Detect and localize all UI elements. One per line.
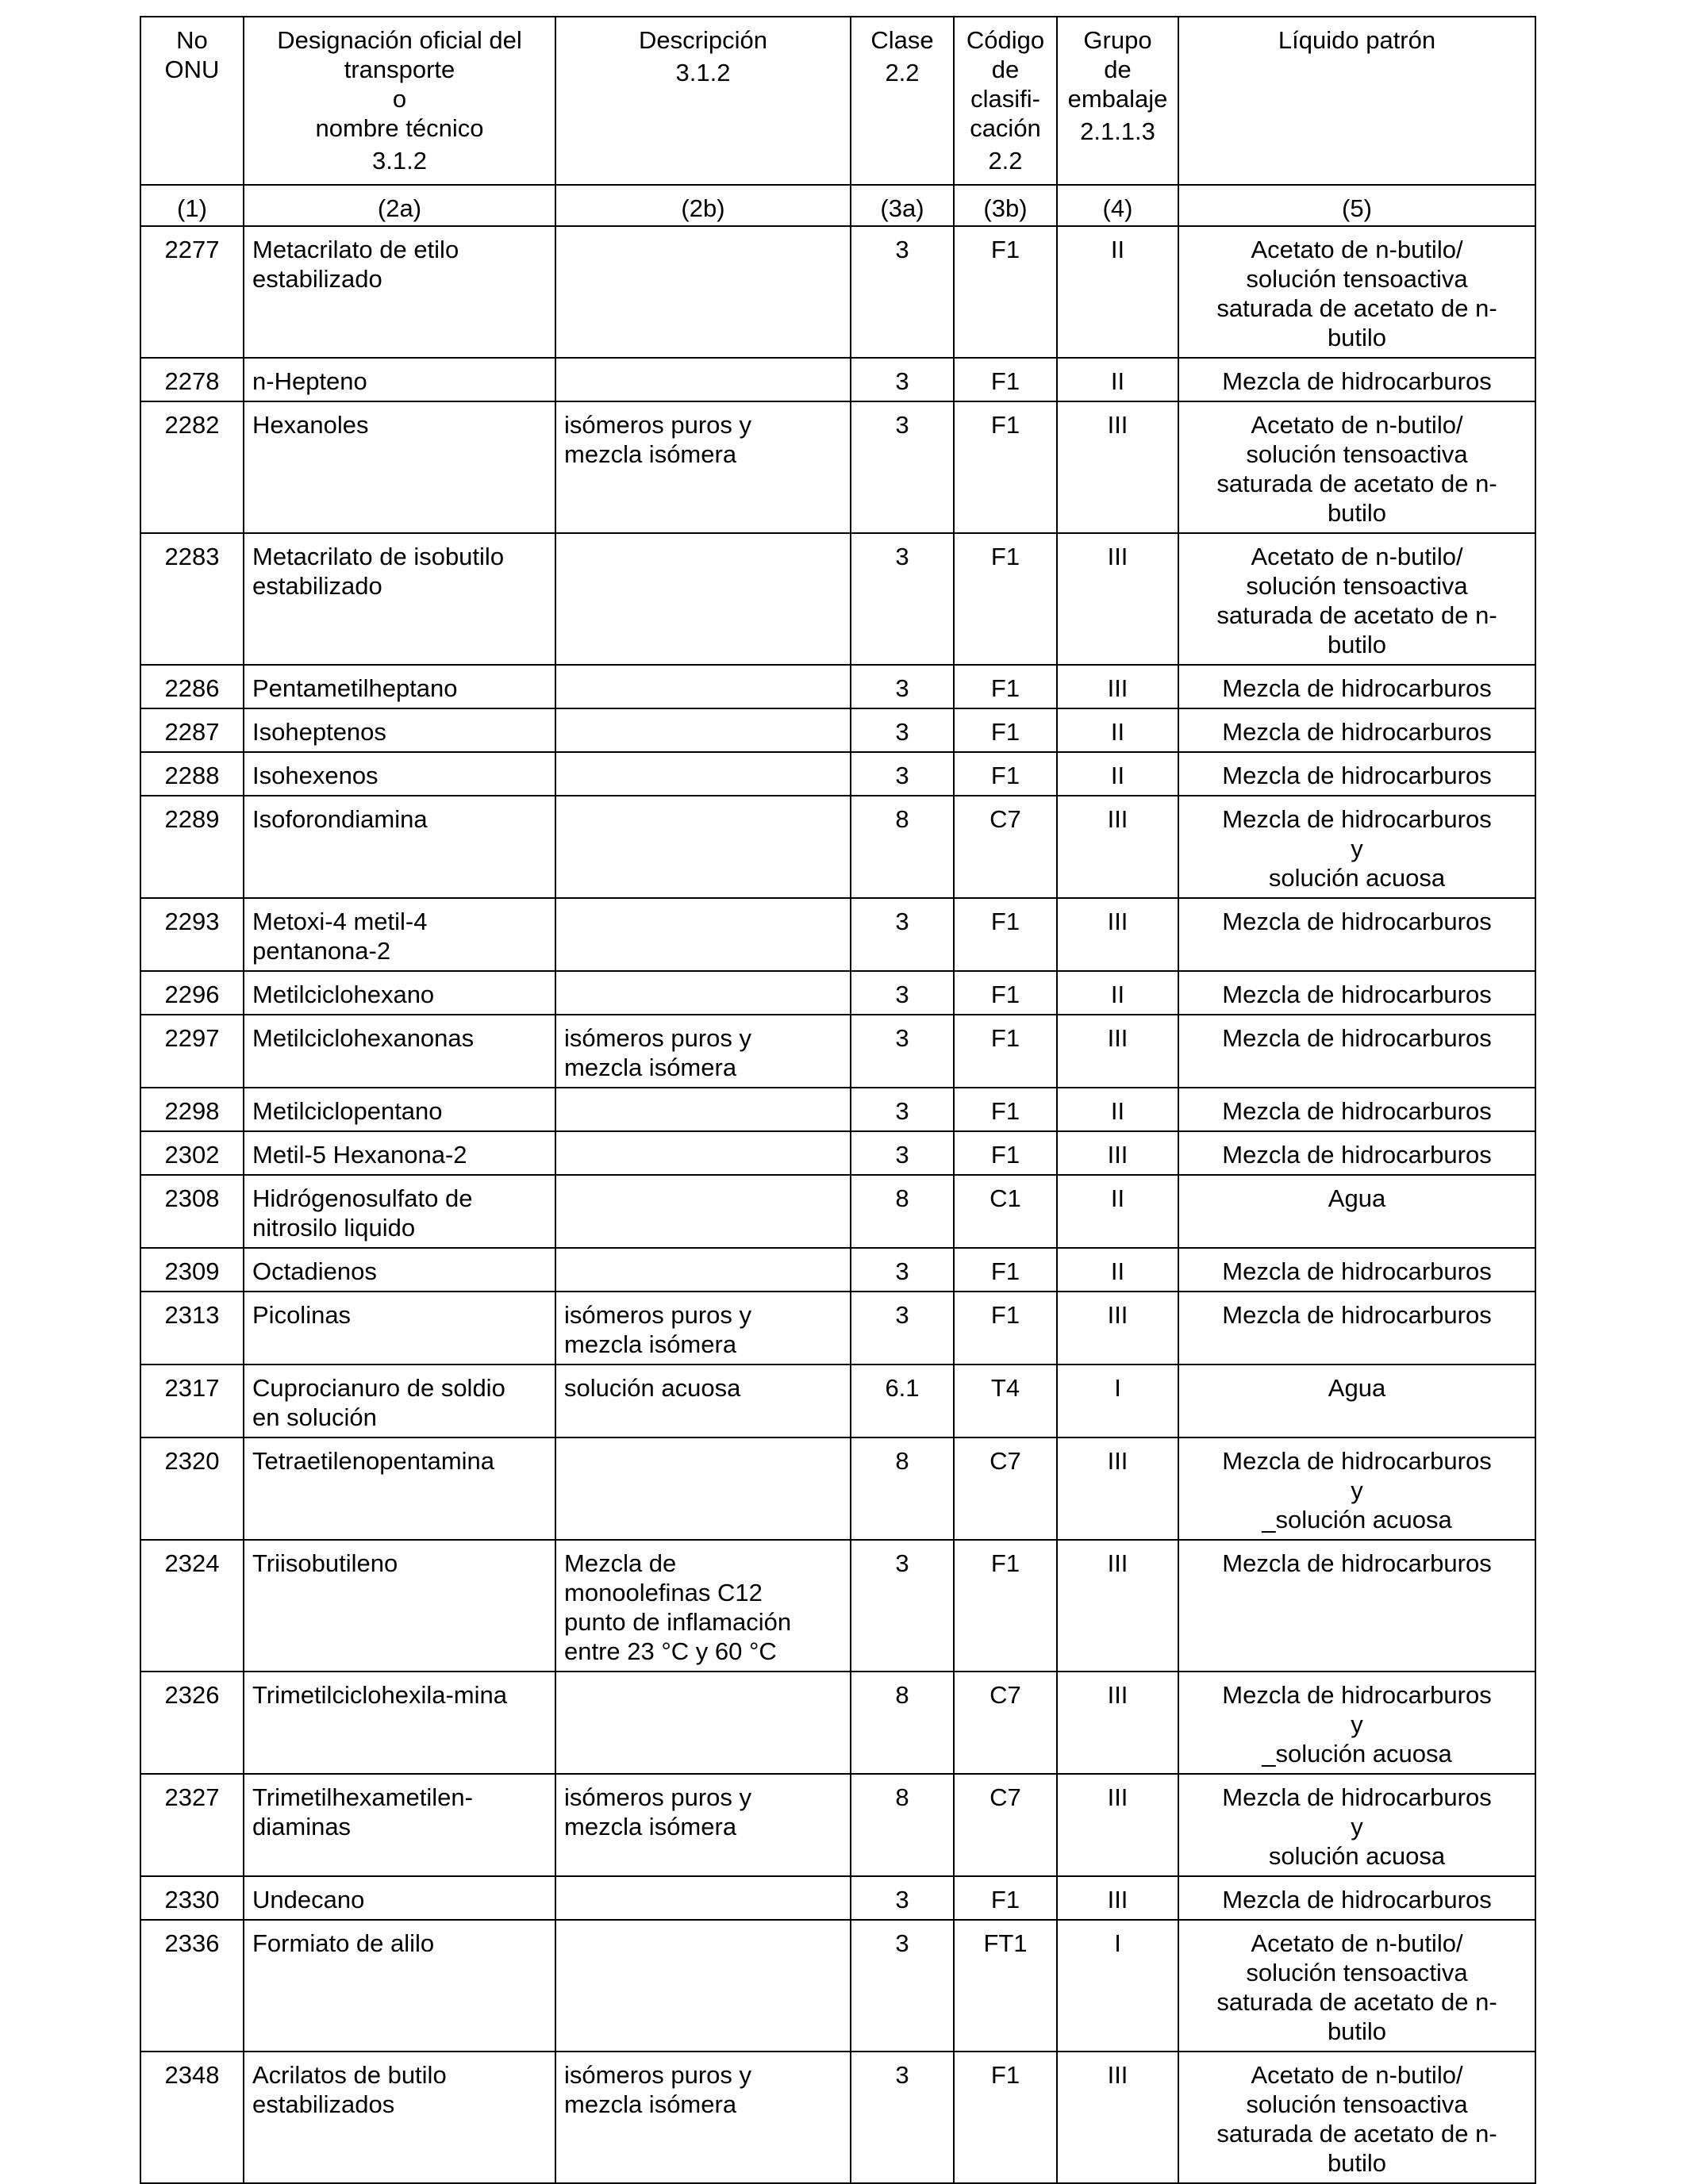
- packing-group-cell: III: [1057, 1672, 1178, 1774]
- standard-liquid-cell: Mezcla de hidrocarburos: [1178, 1292, 1535, 1365]
- classification-code-cell: F1: [954, 1292, 1057, 1365]
- description-cell: [555, 1248, 851, 1292]
- description-cell: Mezcla de monoolefinas C12 punto de inflamación entre 23 °C y 60 °C: [555, 1540, 851, 1672]
- table-row: [140, 1248, 1535, 1292]
- column-number: (2b): [555, 185, 851, 226]
- onu-number-cell: 2287: [140, 708, 244, 752]
- description-cell: isómeros puros y mezcla isómera: [555, 401, 851, 533]
- standard-liquid-cell: Mezcla de hidrocarburos: [1178, 358, 1535, 401]
- class-cell: 3: [851, 1292, 954, 1365]
- designation-cell: Undecano: [244, 1876, 555, 1920]
- onu-number-cell: 2317: [140, 1365, 244, 1437]
- onu-number-cell: 2277: [140, 226, 244, 358]
- class-cell: 6.1: [851, 1365, 954, 1437]
- description-cell: [555, 1672, 851, 1774]
- onu-number-cell: 2309: [140, 1248, 244, 1292]
- classification-code-cell: C7: [954, 1672, 1057, 1774]
- table-row: [140, 971, 1535, 1015]
- onu-number-cell: 2293: [140, 898, 244, 971]
- classification-code-cell: F1: [954, 898, 1057, 971]
- packing-group-cell: II: [1057, 752, 1178, 796]
- classification-code-cell: F1: [954, 1876, 1057, 1920]
- header-title: No ONU: [164, 26, 220, 83]
- onu-number-cell: 2282: [140, 401, 244, 533]
- class-cell: 8: [851, 1437, 954, 1540]
- onu-number-cell: 2320: [140, 1437, 244, 1540]
- description-cell: [555, 358, 851, 401]
- packing-group-cell: III: [1057, 1540, 1178, 1672]
- packing-group-cell: III: [1057, 1876, 1178, 1920]
- class-cell: 3: [851, 898, 954, 971]
- designation-cell: Metil-5 Hexanona-2: [244, 1131, 555, 1175]
- onu-number-cell: 2302: [140, 1131, 244, 1175]
- classification-code-cell: F1: [954, 1015, 1057, 1088]
- designation-cell: Acrilatos de butilo estabilizados: [244, 2052, 555, 2183]
- class-cell: 3: [851, 665, 954, 708]
- packing-group-cell: III: [1057, 898, 1178, 971]
- standard-liquid-cell: Mezcla de hidrocarburos y _solución acuosa: [1178, 1672, 1535, 1774]
- table-row: [140, 1131, 1535, 1175]
- standard-liquid-cell: Acetato de n-butilo/ solución tensoactiva saturada de acetato de n- butilo: [1178, 2052, 1535, 2183]
- table-row: [140, 358, 1535, 401]
- table-row: [140, 1437, 1535, 1540]
- designation-cell: Triisobutileno: [244, 1540, 555, 1672]
- onu-number-cell: 2308: [140, 1175, 244, 1248]
- classification-code-cell: F1: [954, 1088, 1057, 1131]
- description-cell: isómeros puros y mezcla isómera: [555, 1292, 851, 1365]
- header-reference: 2.2: [988, 147, 1023, 175]
- column-number: (2a): [244, 185, 555, 226]
- onu-number-cell: 2288: [140, 752, 244, 796]
- description-cell: [555, 1920, 851, 2052]
- header-reference: 3.1.2: [372, 147, 427, 175]
- designation-cell: Metacrilato de isobutilo estabilizado: [244, 533, 555, 665]
- class-cell: 3: [851, 1920, 954, 2052]
- onu-number-cell: 2283: [140, 533, 244, 665]
- column-number: (1): [140, 185, 244, 226]
- class-cell: 3: [851, 1131, 954, 1175]
- classification-code-cell: F1: [954, 752, 1057, 796]
- classification-code-cell: FT1: [954, 1920, 1057, 2052]
- header-title: Grupo de embalaje: [1067, 26, 1168, 113]
- table-row: [140, 1015, 1535, 1088]
- packing-group-cell: III: [1057, 1131, 1178, 1175]
- header-reference: 3.1.2: [675, 59, 731, 86]
- description-cell: [555, 971, 851, 1015]
- description-cell: [555, 1131, 851, 1175]
- table-row: [140, 1920, 1535, 2052]
- table-row: [140, 1876, 1535, 1920]
- classification-code-cell: F1: [954, 971, 1057, 1015]
- classification-code-cell: F1: [954, 358, 1057, 401]
- classification-code-cell: F1: [954, 226, 1057, 358]
- classification-code-cell: C1: [954, 1175, 1057, 1248]
- onu-number-cell: 2330: [140, 1876, 244, 1920]
- packing-group-cell: III: [1057, 1015, 1178, 1088]
- classification-code-cell: F1: [954, 533, 1057, 665]
- description-cell: [555, 1437, 851, 1540]
- table-row: [140, 898, 1535, 971]
- description-cell: [555, 708, 851, 752]
- designation-cell: Formiato de alilo: [244, 1920, 555, 2052]
- designation-cell: Isohexenos: [244, 752, 555, 796]
- standard-liquid-cell: Mezcla de hidrocarburos: [1178, 1540, 1535, 1672]
- packing-group-cell: III: [1057, 665, 1178, 708]
- packing-group-cell: III: [1057, 796, 1178, 898]
- class-cell: 8: [851, 796, 954, 898]
- class-cell: 3: [851, 1876, 954, 1920]
- packing-group-cell: III: [1057, 1437, 1178, 1540]
- column-number: (5): [1178, 185, 1535, 226]
- standard-liquid-cell: Agua: [1178, 1365, 1535, 1437]
- column-number-row: [140, 185, 1535, 226]
- class-cell: 3: [851, 1248, 954, 1292]
- header-reference: 2.1.1.3: [1080, 117, 1155, 145]
- class-cell: 3: [851, 226, 954, 358]
- table-row: [140, 796, 1535, 898]
- onu-number-cell: 2327: [140, 1774, 244, 1876]
- designation-cell: Metoxi-4 metil-4 pentanona-2: [244, 898, 555, 971]
- header-no-onu: [140, 17, 244, 185]
- designation-cell: Metilciclohexano: [244, 971, 555, 1015]
- dangerous-goods-table: [140, 16, 1536, 2184]
- class-cell: 3: [851, 1015, 954, 1088]
- standard-liquid-cell: Acetato de n-butilo/ solución tensoactiva saturada de acetato de n- butilo: [1178, 533, 1535, 665]
- class-cell: 3: [851, 358, 954, 401]
- table-row: [140, 1088, 1535, 1131]
- packing-group-cell: II: [1057, 971, 1178, 1015]
- standard-liquid-cell: Acetato de n-butilo/ solución tensoactiva saturada de acetato de n- butilo: [1178, 226, 1535, 358]
- classification-code-cell: F1: [954, 1248, 1057, 1292]
- packing-group-cell: II: [1057, 708, 1178, 752]
- description-cell: [555, 665, 851, 708]
- header-title: Clase: [870, 26, 934, 54]
- designation-cell: Octadienos: [244, 1248, 555, 1292]
- header-title: Líquido patrón: [1278, 26, 1436, 54]
- onu-number-cell: 2313: [140, 1292, 244, 1365]
- class-cell: 3: [851, 971, 954, 1015]
- classification-code-cell: F1: [954, 708, 1057, 752]
- table-row: [140, 1774, 1535, 1876]
- table-row: [140, 1672, 1535, 1774]
- classification-code-cell: F1: [954, 1131, 1057, 1175]
- designation-cell: Trimetilhexametilen- diaminas: [244, 1774, 555, 1876]
- class-cell: 3: [851, 708, 954, 752]
- table-row: [140, 1540, 1535, 1672]
- class-cell: 3: [851, 401, 954, 533]
- description-cell: isómeros puros y mezcla isómera: [555, 2052, 851, 2183]
- packing-group-cell: III: [1057, 533, 1178, 665]
- packing-group-cell: II: [1057, 1248, 1178, 1292]
- table-row: [140, 533, 1535, 665]
- class-cell: 8: [851, 1175, 954, 1248]
- table-row: [140, 1175, 1535, 1248]
- classification-code-cell: F1: [954, 2052, 1057, 2183]
- description-cell: [555, 898, 851, 971]
- header-title: Código de clasifi- cación: [966, 26, 1045, 142]
- table-body: [140, 226, 1535, 2183]
- description-cell: [555, 1175, 851, 1248]
- header-reference: 2.2: [885, 59, 920, 86]
- header-designacion-oficial: [244, 17, 555, 185]
- description-cell: isómeros puros y mezcla isómera: [555, 1774, 851, 1876]
- classification-code-cell: C7: [954, 796, 1057, 898]
- description-cell: [555, 226, 851, 358]
- onu-number-cell: 2336: [140, 1920, 244, 2052]
- description-cell: solución acuosa: [555, 1365, 851, 1437]
- designation-cell: Isoforondiamina: [244, 796, 555, 898]
- onu-number-cell: 2326: [140, 1672, 244, 1774]
- header-row: [140, 17, 1535, 185]
- table-row: [140, 1365, 1535, 1437]
- header-grupo-embalaje: [1057, 17, 1178, 185]
- onu-number-cell: 2286: [140, 665, 244, 708]
- description-cell: [555, 752, 851, 796]
- onu-number-cell: 2324: [140, 1540, 244, 1672]
- standard-liquid-cell: Mezcla de hidrocarburos: [1178, 1248, 1535, 1292]
- classification-code-cell: C7: [954, 1774, 1057, 1876]
- designation-cell: n-Hepteno: [244, 358, 555, 401]
- onu-number-cell: 2298: [140, 1088, 244, 1131]
- standard-liquid-cell: Mezcla de hidrocarburos: [1178, 752, 1535, 796]
- standard-liquid-cell: Mezcla de hidrocarburos: [1178, 665, 1535, 708]
- designation-cell: Hidrógenosulfato de nitrosilo liquido: [244, 1175, 555, 1248]
- designation-cell: Pentametilheptano: [244, 665, 555, 708]
- class-cell: 8: [851, 1774, 954, 1876]
- designation-cell: Metilciclopentano: [244, 1088, 555, 1131]
- packing-group-cell: I: [1057, 1365, 1178, 1437]
- packing-group-cell: III: [1057, 1774, 1178, 1876]
- packing-group-cell: II: [1057, 1175, 1178, 1248]
- standard-liquid-cell: Agua: [1178, 1175, 1535, 1248]
- class-cell: 3: [851, 752, 954, 796]
- header-title: Designación oficial del transporte o nombre técnico: [277, 26, 522, 142]
- header-title: Descripción: [639, 26, 767, 54]
- designation-cell: Hexanoles: [244, 401, 555, 533]
- table-row: [140, 665, 1535, 708]
- standard-liquid-cell: Acetato de n-butilo/ solución tensoactiva saturada de acetato de n- butilo: [1178, 1920, 1535, 2052]
- description-cell: [555, 533, 851, 665]
- designation-cell: Metilciclohexanonas: [244, 1015, 555, 1088]
- column-number: (3b): [954, 185, 1057, 226]
- table-row: [140, 2052, 1535, 2183]
- packing-group-cell: II: [1057, 226, 1178, 358]
- table-row: [140, 226, 1535, 358]
- class-cell: 3: [851, 1088, 954, 1131]
- designation-cell: Metacrilato de etilo estabilizado: [244, 226, 555, 358]
- table-row: [140, 401, 1535, 533]
- description-cell: [555, 1088, 851, 1131]
- packing-group-cell: III: [1057, 1292, 1178, 1365]
- header-liquido-patron: [1178, 17, 1535, 185]
- standard-liquid-cell: Mezcla de hidrocarburos: [1178, 1015, 1535, 1088]
- designation-cell: Picolinas: [244, 1292, 555, 1365]
- packing-group-cell: I: [1057, 1920, 1178, 2052]
- table-row: [140, 1292, 1535, 1365]
- class-cell: 3: [851, 2052, 954, 2183]
- classification-code-cell: F1: [954, 665, 1057, 708]
- standard-liquid-cell: Mezcla de hidrocarburos: [1178, 1876, 1535, 1920]
- header-clase: [851, 17, 954, 185]
- onu-number-cell: 2278: [140, 358, 244, 401]
- standard-liquid-cell: Mezcla de hidrocarburos: [1178, 1088, 1535, 1131]
- table-row: [140, 708, 1535, 752]
- table-row: [140, 752, 1535, 796]
- onu-number-cell: 2297: [140, 1015, 244, 1088]
- designation-cell: Cuprocianuro de soldio en solución: [244, 1365, 555, 1437]
- description-cell: [555, 796, 851, 898]
- standard-liquid-cell: Mezcla de hidrocarburos: [1178, 898, 1535, 971]
- classification-code-cell: F1: [954, 401, 1057, 533]
- class-cell: 8: [851, 1672, 954, 1774]
- description-cell: [555, 1876, 851, 1920]
- classification-code-cell: F1: [954, 1540, 1057, 1672]
- standard-liquid-cell: Acetato de n-butilo/ solución tensoactiva saturada de acetato de n- butilo: [1178, 401, 1535, 533]
- description-cell: isómeros puros y mezcla isómera: [555, 1015, 851, 1088]
- classification-code-cell: T4: [954, 1365, 1057, 1437]
- onu-number-cell: 2289: [140, 796, 244, 898]
- standard-liquid-cell: Mezcla de hidrocarburos y solución acuosa: [1178, 796, 1535, 898]
- column-number: (4): [1057, 185, 1178, 226]
- designation-cell: Isoheptenos: [244, 708, 555, 752]
- class-cell: 3: [851, 1540, 954, 1672]
- standard-liquid-cell: Mezcla de hidrocarburos: [1178, 708, 1535, 752]
- designation-cell: Trimetilciclohexila-mina: [244, 1672, 555, 1774]
- classification-code-cell: C7: [954, 1437, 1057, 1540]
- packing-group-cell: III: [1057, 401, 1178, 533]
- designation-cell: Tetraetilenopentamina: [244, 1437, 555, 1540]
- onu-number-cell: 2296: [140, 971, 244, 1015]
- column-number: (3a): [851, 185, 954, 226]
- standard-liquid-cell: Mezcla de hidrocarburos y solución acuosa: [1178, 1774, 1535, 1876]
- packing-group-cell: III: [1057, 2052, 1178, 2183]
- header-codigo-clasificacion: [954, 17, 1057, 185]
- standard-liquid-cell: Mezcla de hidrocarburos: [1178, 1131, 1535, 1175]
- class-cell: 3: [851, 533, 954, 665]
- header-descripcion: [555, 17, 851, 185]
- packing-group-cell: II: [1057, 1088, 1178, 1131]
- standard-liquid-cell: Mezcla de hidrocarburos: [1178, 971, 1535, 1015]
- onu-number-cell: 2348: [140, 2052, 244, 2183]
- standard-liquid-cell: Mezcla de hidrocarburos y _solución acuosa: [1178, 1437, 1535, 1540]
- packing-group-cell: II: [1057, 358, 1178, 401]
